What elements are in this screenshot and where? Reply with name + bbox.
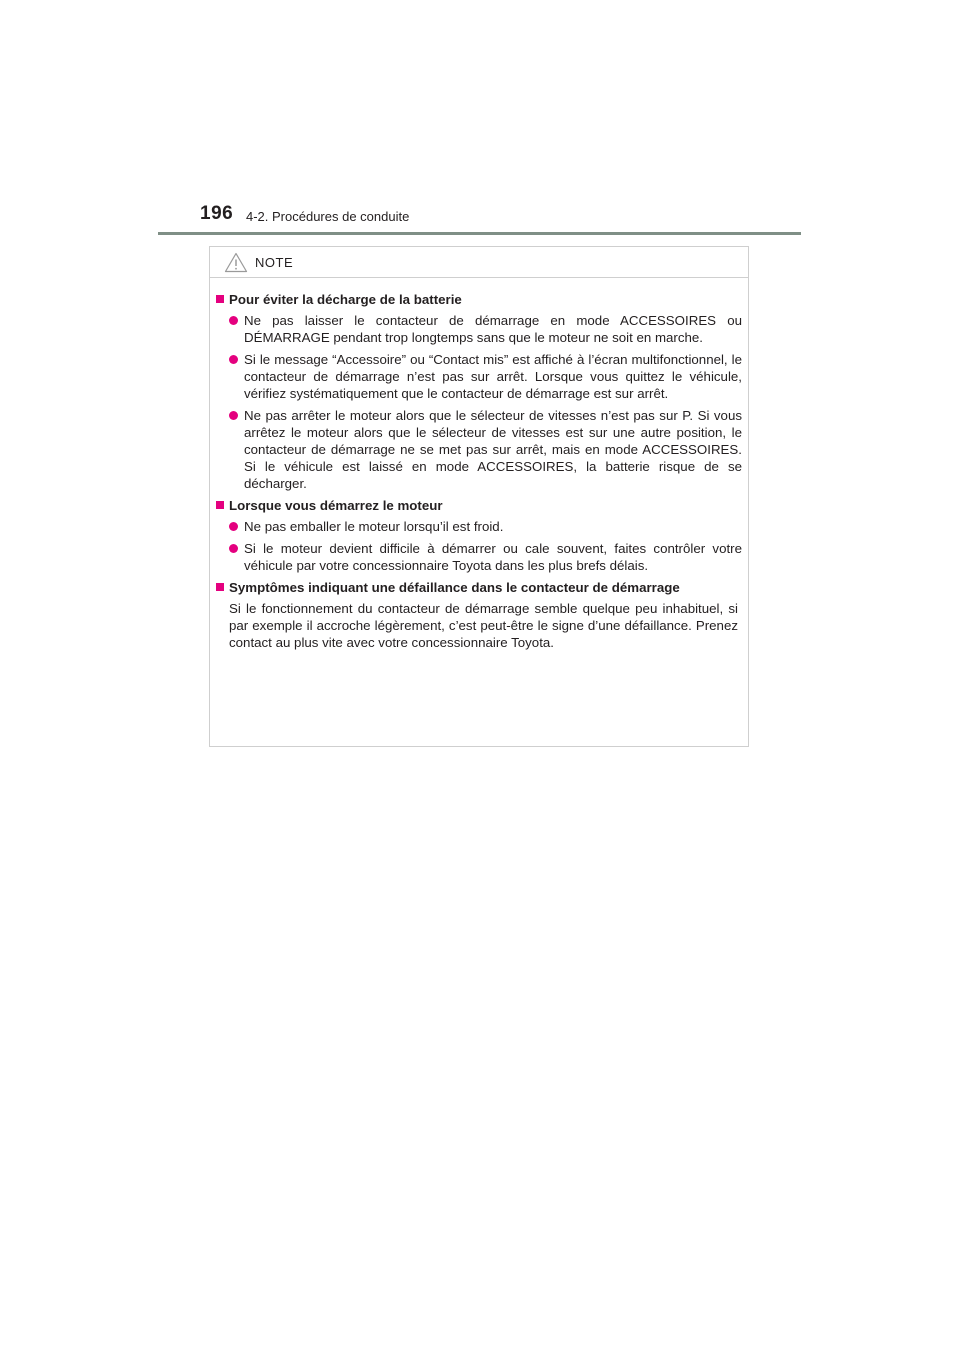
circle-bullet-icon (229, 411, 238, 420)
square-bullet-icon (216, 295, 224, 303)
square-bullet-icon (216, 583, 224, 591)
list-item (229, 351, 742, 402)
topic-heading: Pour éviter la décharge de la batterie (229, 292, 462, 307)
square-bullet-icon (216, 501, 224, 509)
topic-heading: Symptômes indiquant une défaillance dans le contacteur de démarrage (229, 580, 680, 595)
page-number: 196 (200, 203, 234, 224)
topic-heading-row (216, 497, 742, 514)
bullet-text: Ne pas laisser le contacteur de démarrage en mode ACCESSOIRES ou DÉMARRAGE pendant trop longtemps sans que le moteur ne soit en marche. (244, 313, 742, 345)
note-body (210, 278, 748, 651)
note-box (209, 246, 749, 747)
list-item (229, 407, 742, 492)
header-rule (158, 232, 801, 235)
topic-heading-row (216, 291, 742, 308)
list-item (229, 312, 742, 346)
topic-paragraph: Si le fonctionnement du contacteur de démarrage semble quelque peu inhabituel, si par exemple il accroche légèrement, c’est peut-être le signe d’une défaillance. Prenez contact au plus vite avec votre concessionnaire Toyota. (229, 601, 738, 650)
list-item (229, 540, 742, 574)
list-item (229, 518, 742, 535)
bullet-text: Ne pas arrêter le moteur alors que le sélecteur de vitesses n’est pas sur P. Si vous arrêtez le moteur alors que le sélecteur de vitesses est sur une autre position, le contacteur de démarrage ne se met pas sur arrêt, mais en mode ACCESSOIRES. Si le véhicule est laissé en mode ACCESSOIRES, la batterie risque de se décharger. (244, 408, 742, 491)
circle-bullet-icon (229, 316, 238, 325)
warning-triangle-icon (224, 252, 248, 273)
bullet-text: Ne pas emballer le moteur lorsqu’il est froid. (244, 519, 504, 534)
circle-bullet-icon (229, 544, 238, 553)
note-header (210, 247, 748, 278)
circle-bullet-icon (229, 355, 238, 364)
bullet-text: Si le message “Accessoire” ou “Contact mis” est affiché à l’écran multifonctionnel, le contacteur de démarrage n’est pas sur arrêt. Lorsque vous quittez le véhicule, vérifiez systématiquement que le contacteur de démarrage est sur arrêt. (244, 352, 742, 401)
note-label: NOTE (255, 255, 294, 270)
topic-heading-row (216, 579, 742, 596)
circle-bullet-icon (229, 522, 238, 531)
bullet-text: Si le moteur devient difficile à démarrer ou cale souvent, faites contrôler votre véhicule par votre concessionnaire Toyota dans les plus brefs délais. (244, 541, 742, 573)
section-title: 4-2. Procédures de conduite (246, 209, 410, 224)
topic-heading: Lorsque vous démarrez le moteur (229, 498, 443, 513)
